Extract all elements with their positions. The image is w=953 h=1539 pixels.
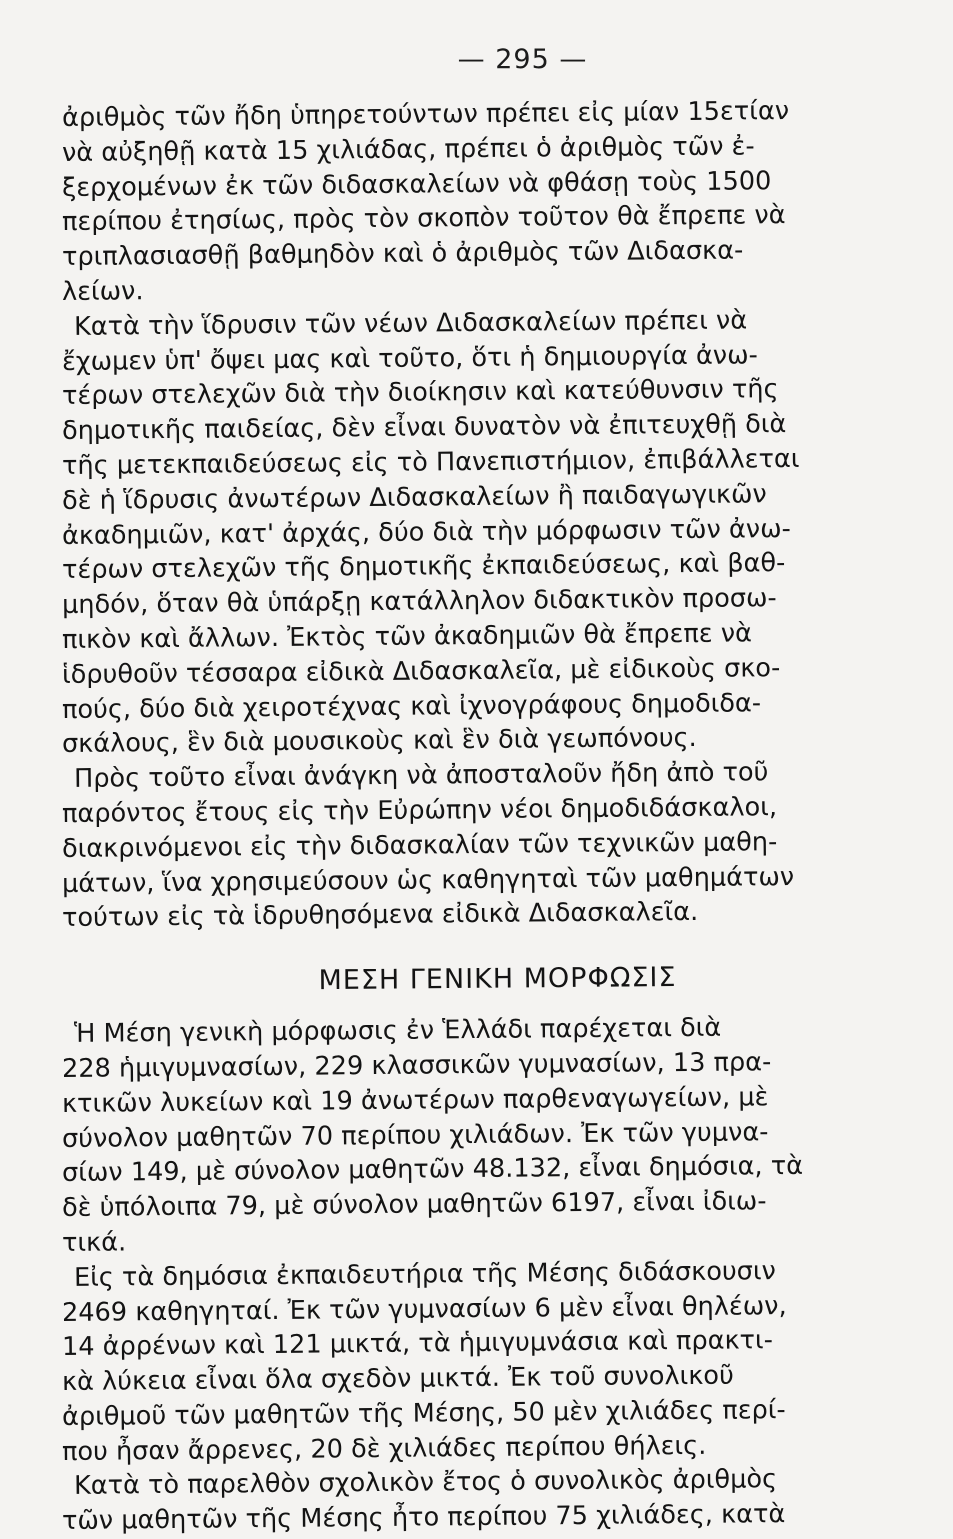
section-heading: ΜΕΣΗ ΓΕΝΙΚΗ ΜΟΡΦΩΣΙΣ — [318, 962, 677, 997]
text-line: τέρων στελεχῶν διὰ τὴν διοίκησιν καὶ κατεύθυνσιν τῆς — [61, 374, 779, 412]
text-line: τούτων εἰς τὰ ἱδρυθησόμενα εἰδικὰ Διδασκαλεῖα. — [61, 897, 699, 934]
text-line: δὲ ἡ ἵδρυσις ἀνωτέρων Διδασκαλείων ἢ παιδαγωγικῶν — [61, 479, 767, 516]
text-line: κτικῶν λυκείων καὶ 19 ἀνωτέρων παρθεναγωγείων, μὲ — [61, 1081, 769, 1119]
text-line: μηδόν, ὅταν θὰ ὑπάρξῃ κατάλληλον διδακτικὸν προσω- — [61, 583, 777, 621]
paragraph-1 — [61, 96, 833, 310]
text-line: Ἡ Μέση γενικὴ μόρφωσις ἐν Ἑλλάδι παρέχεται διὰ — [73, 1012, 722, 1050]
text-line: δημοτικῆς παιδείας, δὲν εἶναι δυνατὸν νὰ ἐπιτευχθῇ διὰ — [61, 409, 787, 447]
text-line: Εἰς τὰ δημόσια ἐκπαιδευτήρια τῆς Μέσης διδάσκουσιν — [73, 1255, 777, 1293]
page-number: — 295 — — [457, 44, 588, 75]
text-line: Κατὰ τὴν ἵδρυσιν τῶν νέων Διδασκαλείων πρέπει νὰ — [73, 305, 748, 342]
text-line: παρόντος ἔτους εἰς τὴν Εὐρώπην νέοι δημοδιδάσκαλοι, — [61, 792, 778, 829]
text-line: τῶν μαθητῶν τῆς Μέσης ἦτο περίπου 75 χιλιάδες, κατὰ — [61, 1499, 786, 1537]
paragraph-5 — [61, 1255, 833, 1470]
text-line: 2469 καθηγηταί. Ἐκ τῶν γυμνασίων 6 μὲν εἶναι θηλέων, — [61, 1290, 787, 1328]
text-line: τικά. — [61, 1227, 127, 1258]
text-line: ἔχωμεν ὑπ' ὄψει μας καὶ τοῦτο, ὅτι ἡ δημιουργία ἀνω- — [61, 339, 758, 377]
text-line: ἀκαδημιῶν, κατ' ἀρχάς, δύο διὰ τὴν μόρφωσιν τῶν ἀνω- — [61, 513, 791, 551]
paragraph-3 — [61, 757, 833, 936]
text-line: δὲ ὑπόλοιπα 79, μὲ σύνολον μαθητῶν 6197, εἶναι ἰδιω- — [61, 1186, 767, 1224]
text-line: τέρων στελεχῶν τῆς δημοτικῆς ἐκπαιδεύσεως, καὶ βαθ- — [61, 548, 786, 586]
paragraph-4 — [61, 1012, 833, 1261]
text-line: διακρινόμενοι εἰς τὴν διδασκαλίαν τῶν τεχνικῶν μαθη- — [61, 826, 778, 864]
text-line: σύνολον μαθητῶν 70 περίπου χιλιάδων. Ἐκ τῶν γυμνα- — [61, 1116, 769, 1154]
text-line: Κατὰ τὸ παρελθὸν σχολικὸν ἔτος ὁ συνολικὸς ἀριθμὸς — [73, 1464, 778, 1502]
text-line: 14 ἀρρένων καὶ 121 μικτά, τὰ ἡμιγυμνάσια καὶ πρακτι- — [61, 1325, 774, 1363]
text-line: λείων. — [61, 276, 144, 307]
text-line: νὰ αὐξηθῇ κατὰ 15 χιλιάδας, πρέπει ὁ ἀριθμὸς τῶν ἐ- — [61, 131, 755, 168]
paragraph-6 — [61, 1464, 833, 1539]
text-line: ξερχομένων ἐκ τῶν διδασκαλείων νὰ φθάσῃ τοὺς 1500 — [61, 165, 772, 203]
paragraph-2 — [61, 305, 833, 762]
text-line: σίων 149, μὲ σύνολον μαθητῶν 48.132, εἶναι δημόσια, τὰ — [61, 1151, 804, 1189]
text-line: 228 ἡμιγυμνασίων, 229 κλασσικῶν γυμνασίων, 13 πρα- — [61, 1047, 772, 1084]
text-line: τῆς μετεκπαιδεύσεως εἰς τὸ Πανεπιστήμιον, ἐπιβάλλεται — [61, 443, 800, 481]
text-line: σκάλους, ἓν διὰ μουσικοὺς καὶ ἓν διὰ γεωπόνους. — [61, 723, 697, 760]
text-line: ἀριθμοῦ τῶν μαθητῶν τῆς Μέσης, 50 μὲν χιλιάδες περί- — [61, 1394, 786, 1432]
text-line: τριπλασιασθῇ βαθμηδὸν καὶ ὁ ἀριθμὸς τῶν Διδασκα- — [61, 235, 744, 273]
text-line: ἀριθμὸς τῶν ἤδη ὑπηρετούντων πρέπει εἰς μίαν 15ετίαν — [61, 96, 790, 133]
text-line: ἱδρυθοῦν τέσσαρα εἰδικὰ Διδασκαλεῖα, μὲ εἰδικοὺς σκο- — [61, 652, 781, 690]
text-line: περίπου ἐτησίως, πρὸς τὸν σκοπὸν τοῦτον θὰ ἔπρεπε νὰ — [61, 200, 786, 238]
text-line: πικὸν καὶ ἄλλων. Ἐκτὸς τῶν ἀκαδημιῶν θὰ ἔπρεπε νὰ — [61, 618, 753, 655]
text-line: κὰ λύκεια εἶναι ὅλα σχεδὸν μικτά. Ἐκ τοῦ συνολικοῦ — [61, 1360, 734, 1398]
text-line: που ἦσαν ἄρρενες, 20 δὲ χιλιάδες περίπου θήλεις. — [61, 1430, 707, 1467]
text-line: μάτων, ἵνα χρησιμεύσουν ὡς καθηγηταὶ τῶν μαθημάτων — [61, 861, 795, 899]
text-line: πούς, δύο διὰ χειροτέχνας καὶ ἰχνογράφους δημοδιδα- — [61, 687, 762, 725]
text-line: Πρὸς τοῦτο εἶναι ἀνάγκη νὰ ἀποσταλοῦν ἤδη ἀπὸ τοῦ — [73, 757, 769, 795]
